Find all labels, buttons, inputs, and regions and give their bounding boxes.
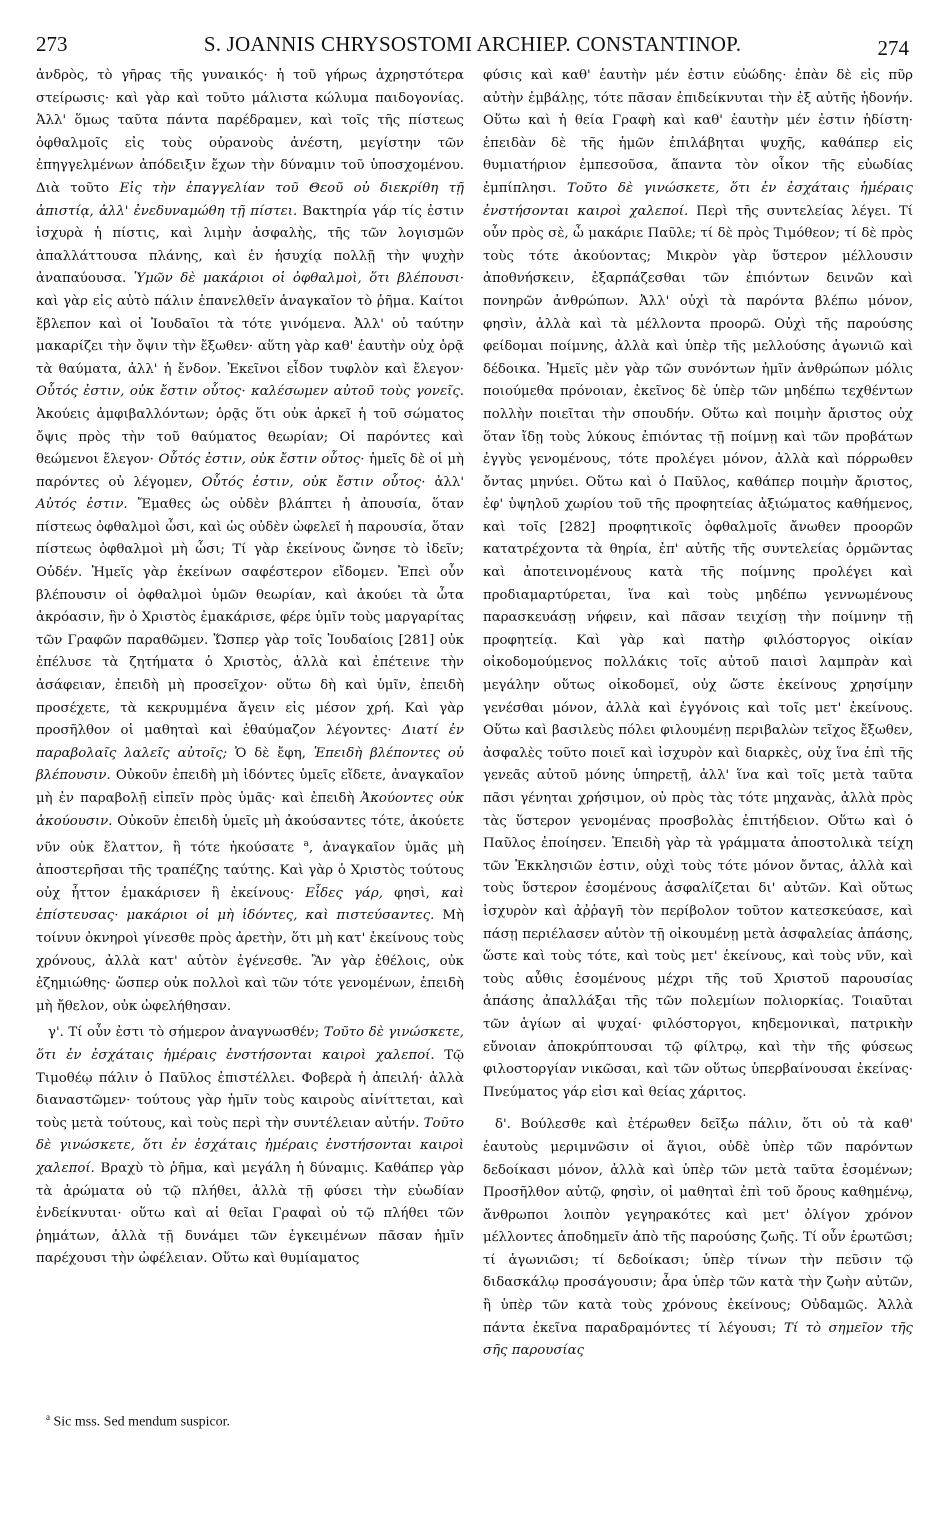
text-run: Περὶ τῆς συντελείας λέγει. Τί οὖν πρὸς σὲ, ὦ μακάριε Παῦλε; τί δὲ πρὸς Τιμόθεον; τί δὲ πρὸς τοὺς τότε ἀκούοντας; Μικρὸν γὰρ ὕστερον μέλλουσιν ἀποθνήσκειν, ἐξαρπάζεσθαι τῶν ἐπιόντων δεινῶν καὶ πονηρῶν ἀνθρώπων. Ἀλλ' οὐχὶ τὰ παρόντα βλέπω μόνον, φησὶν, ἀλλὰ καὶ τὰ μέλλοντα προορῶ. Οὐχὶ τῆς παρούσης φείδομαι ποίμνης, ἀλλὰ καὶ ὑπὲρ τῆς μελλούσης ἀγωνιῶ καὶ δέδοικα. Ἡμεῖς μὲν γὰρ τῶν συνόντων ἡμῖν ἀνθρώπων μόλις ποιούμεθα πρόνοιαν, ἐκεῖνος δὲ ὑπὲρ τῶν μηδέπω τεχθέντων πολλὴν ποιεῖται τὴν σπουδήν. Οὕτω καὶ ποιμὴν ἄριστος οὐχ ὅταν ἴδῃ τοὺς λύκους ἐπιόντας τῇ ποίμνῃ καὶ τῶν προβάτων ἐγγὺς γενομένους, τότε προλέγει μόνον, ἀλλὰ καὶ πόρρωθεν ὄντας μηνύει. Οὕτω καὶ ὁ Παῦλος, καθάπερ ποιμὴν ἄριστος, ἐφ' ὑψηλοῦ χωρίου τοῦ τῆς προφητείας ἀξιώματος καθήμενος, καὶ τοῖς [282] προφητικοῖς ὀφθαλμοῖς ἄνωθεν προορῶν κατατρέχοντα τὰ θηρία, ἐπ' αὐτῆς τῆς συντελείας ὁρμῶντας καὶ ἀποτεινομένους κατὰ τῆς ποίμνης προλέγει καὶ προδιαμαρτύρεται, ἵνα καὶ τοὺς μηδέπω γεννωμένους παρασκευάσῃ νήφειν, καὶ πᾶσαν τειχίσῃ τὴν ποίμνην τῇ προφητείᾳ. Καὶ γὰρ καὶ πατὴρ φιλόστοργος οἰκίαν οἰκοδομούμενος πολλάκις τοῖς αὐτοῦ παισὶ λαμπρὰν καὶ μεγάλην οὕτως οἰκοδομεῖ, οὐχ ὥστε ἐκείνους χρησίμην γενέσθαι μόνον, ἀλλὰ καὶ ἐγγόνοις καὶ τοῖς μετ' ἐκείνους. Οὕτω καὶ βασιλεὺς πόλει φιλουμένῃ περιβαλὼν τεῖχος ἔξωθεν, ἀσφαλὲς τοῦτο ποιεῖ καὶ ἰσχυρὸν καὶ διαρκὲς, οὐχ ἵνα ἐπὶ τῆς γενεᾶς αὐτοῦ μόνης ὑπηρετῇ, ἀλλ' ἵνα καὶ τοῖς μετὰ ταῦτα πᾶσι γένηται χρήσιμον, οὐ πρὸς τὰς τότε μηχανὰς, ἀλλὰ πρὸς τὰς ὕστερον γενομένας προσβολὰς ἐπιτήδειον. Οὕτω καὶ ὁ Παῦλος ἐποίησεν. Ἐπειδὴ γὰρ τὰ γράμματα ἀποστολικὰ τείχη τῶν Ἐκκλησιῶν ἐστιν, οὐχὶ τοὺς τότε μόνον ὄντας, ἀλλὰ καὶ τοὺς ὕστερον ἐσομένους ἀσφαλίζεται δι' αὐτῶν. Καὶ οὕτως ἰσχυρὸν καὶ ἀῤῥαγῆ τὸν περίβολον τοῦτον κατεσκεύασε, καὶ πάσῃ περιέλασεν αὐτὸν τῇ οἰκουμένῃ μετὰ ἀσφαλείας ἁπάσης, ὥστε καὶ τοὺς τότε, καὶ τοὺς μετ' ἐκείνους, καὶ τοὺς νῦν, καὶ τοὺς αὖθις ἐσομένους μέχρι τῆς τοῦ Χριστοῦ παρουσίας ἁπάσης ἀπαλλάξαι τῆς τῶν πολεμίων πολιορκίας. Τοιαῦται τῶν ἁγίων αἱ ψυχαί· φιλόστοργοι, κηδεμονικαὶ, πατρικὴν εὔνοιαν ἀποκρύπτουσαι τῷ φίλτρῳ, καὶ τὴν τῆς φύσεως φιλοστοργίαν νικῶσαι, καὶ τῶν οὕτως ὑπερβαίνουσαι ἐκείνας· Πνεύματος γάρ εἰσι καὶ θείας χάριτος.	[483, 203, 913, 1100]
left-paragraph-2	[36, 1022, 464, 1271]
scripture-quote: καὶ ἐπίστευσας· μακάριοι οἱ μὴ ἰδόντες, καὶ πιστεύσαντες.	[36, 885, 464, 924]
text-run: φύσις καὶ καθ' ἑαυτὴν μέν ἐστιν εὐώδης· ἐπὰν δὲ εἰς πῦρ αὐτὴν ἐμβάλῃς, τότε πᾶσαν ἐπιδείκνυται τὴν ἐξ αὐτῆς ἡδονήν. Οὕτω καὶ ἡ θεία Γραφὴ καὶ καθ' ἑαυτὴν μέν ἐστιν ἡδίστη· ἐπειδὰν δὲ τῆς ἡμῶν ἐπιλάβηται ψυχῆς, καθάπερ εἰς θυμιατήριον ἐμπεσοῦσα, ἅπαντα τὸν οἶκον τῆς εὐωδίας ἐμπίπλησι.	[483, 68, 913, 196]
scripture-quote: Τοῦτο δὲ γινώσκετε, ὅτι ἐν ἐσχάταις ἡμέραις ἐνστήσονται καιροὶ χαλεποί.	[483, 180, 914, 219]
text-run: γ'. Τί οὖν ἐστι τὸ σήμερον ἀναγνωσθέν;	[48, 1025, 324, 1041]
text-run: Μὴ τοίνυν ὀκνηροὶ γίνεσθε πρὸς ἀρετὴν, ὅτι μὴ κατ' ἐκείνους τοὺς χρόνους, ἀλλὰ κατ' αὐτὸν ἐγένεσθε. Ἂν γὰρ ἐθέλοις, οὐκ ἐζημιώθης· ὥσπερ οὐκ πολλοὶ καὶ τῶν τότε γενομένων, ἐπειδὴ μὴ ἤθελον, οὐκ ὠφελήθησαν.	[36, 908, 464, 1014]
scripture-quote: Οὗτός ἐστιν, οὐκ ἔστιν οὗτος·	[158, 452, 365, 468]
page-number-left: 273	[36, 32, 68, 56]
footnote-marker: a	[46, 1412, 50, 1422]
scripture-quote: Τοῦτο δὲ γινώσκετε, ὅτι ἐν ἐσχάταις ἡμέραις ἐνστήσονται καιροὶ χαλεποί.	[36, 1115, 464, 1176]
text-run: Οὐκοῦν ἐπειδὴ μὴ ἰδόντες ὑμεῖς εἴδετε, ἀναγκαῖον μὴ ἐν παραβολῇ εἰπεῖν πρὸς ὑμᾶς· καὶ ἐπειδὴ	[36, 768, 464, 806]
left-paragraph-1	[36, 65, 464, 1018]
text-run: ἡμεῖς δὲ οἱ μὴ παρόντες οὐ λέγομεν,	[36, 452, 464, 490]
scripture-quote: Οὗτός ἐστιν, οὐκ ἔστιν οὗτος·	[201, 474, 426, 490]
right-paragraph-1	[483, 65, 913, 1104]
right-paragraph-2	[483, 1114, 913, 1363]
scripture-quote: Οὗτός ἐστιν, οὐκ ἔστιν οὗτος· καλέσωμεν αὐτοῦ τοὺς γονεῖς.	[36, 384, 464, 400]
text-run: ἀνδρὸς, τὸ γῆρας τῆς γυναικός· ἡ τοῦ γήρως ἀχρηστότερα στείρωσις· καὶ γὰρ καὶ τοῦτο μάλιστα κώλυμα παιδογονίας. Ἀλλ' ὅμως ταῦτα πάντα παρέδραμεν, καὶ τοῖς τῆς πίστεως ὀφθαλμοῖς εἰς τοὺς οὐρανοὺς ἀνέστη, μεγίστην τῶν ἐπηγγελμένων ἀπόδειξιν ἔχων τὴν δύναμιν τοῦ ὑποσχομένου. Διὰ τοῦτο	[36, 68, 464, 196]
right-column	[483, 65, 913, 1363]
text-run: Ὁ δὲ ἔφη,	[227, 745, 314, 761]
text-run: , ἀναγκαῖον ὑμᾶς μὴ ἀποστερῆσαι τῆς τραπέζης ταύτης. Καὶ γὰρ ὁ Χριστὸς τούτους οὐχ ἧττον ἐμακάρισεν ἢ ἐκείνους·	[36, 840, 465, 901]
scripture-quote: Εἶδες γάρ,	[305, 885, 383, 901]
running-title: S. JOANNIS CHRYSOSTOMI ARCHIEP. CONSTANTINOP.	[203, 32, 742, 56]
text-run: Βακτηρία γάρ τίς ἐστιν ἰσχυρὰ ἡ πίστις, καὶ λιμὴν ἀσφαλὴς, τῆς τῶν λογισμῶν ἀπαλλάττουσα πλάνης, καὶ ἐν ἡσυχίᾳ πολλῇ τὴν ψυχὴν ἀναπαύουσα.	[36, 203, 464, 287]
page-number-right: 274	[877, 36, 909, 60]
footnote	[46, 1412, 230, 1431]
text-run: Τῷ Τιμοθέῳ πάλιν ὁ Παῦλος ἐπιστέλλει. Φοβερὰ ἡ ἀπειλή· ἀλλὰ διαναστῶμεν· τούτους γὰρ ἡμῖν τοὺς καιροὺς αἰνίττεται, καὶ τοὺς μετὰ τούτους, καὶ τοὺς περὶ τὴν συντέλειαν αὐτήν.	[36, 1047, 464, 1131]
text-run: Ἔμαθες ὡς οὐδὲν βλάπτει ἡ ἀπουσία, ὅταν πίστεως ὀφθαλμοὶ ὦσι, καὶ ὡς οὐδὲν ὠφελεῖ ἡ παρουσία, ὅταν πίστεως ὀφθαλμοὶ μὴ ὦσι; Τί γὰρ ἐκείνους ὤνησε τὸ ἰδεῖν; Οὐδέν. Ἡμεῖς γὰρ ἐκείνων σαφέστερον εἴδομεν. Ἐπεὶ οὖν βλέπουσιν οἱ ὀφθαλμοὶ ὑμῶν θεωρίαν, καὶ ἀκούει τὰ ὦτα ἀκρόασιν, ἣν ὁ Χριστὸς ἐμακάρισε, φέρε ὑμῖν τοὺς μαργαρίτας τῶν Γραφῶν παραθῶμεν. Ὥσπερ γὰρ τοῖς Ἰουδαίοις [281] οὐκ ἐπέλυσε τὰ ζητήματα ὁ Χριστὸς, ἀλλὰ καὶ ἐπέτεινε τὴν ἀσάφειαν, ἐπειδὴ μὴ προσεῖχον· οὕτω δὴ καὶ ὑμῖν, ἐπειδὴ προσέχετε, τὰ κεκρυμμένα ἄγειν εἰς μέσον χρή. Καὶ γὰρ προσῆλθον οἱ μαθηταὶ καὶ ἐθαύμαζον λέγοντες·	[36, 497, 464, 739]
page-header	[36, 32, 909, 58]
text-run: δ'. Βούλεσθε καὶ ἑτέρωθεν δεῖξω πάλιν, ὅτι οὐ τὰ καθ' ἑαυτοὺς μεριμνῶσιν οἱ ἅγιοι, οὐδὲ ὑπὲρ τῶν παρόντων δεδοίκασι μόνον, ἀλλὰ καὶ ὑπὲρ τῶν μετὰ ταῦτα ἐσομένων; Προσῆλθον αὐτῷ, φησὶν, οἱ μαθηταὶ ἐπὶ τοῦ ὄρους καθημένῳ, ἄνθρωποι λοιπὸν γεγηρακότες καὶ μετ' ὀλίγον χρόνον μέλλοντες ἀποδημεῖν ἀπὸ τῆς παρούσης ζωῆς. Τί οὖν ἐρωτῶσι; τί ἀγωνιῶσι; τί δεδοίκασι; ὑπὲρ τίνων τὴν πεῦσιν τῷ διδασκάλῳ προσάγουσιν; ἆρα ὑπὲρ τῶν κατὰ τὴν ζωὴν αὐτῶν, ἢ ὑπὲρ τῶν κατὰ τοὺς χρόνους ἐκείνους; Οὐδαμῶς. Ἀλλὰ πάντα ἐκεῖνα παραδραμόντες τί λέγουσι;	[483, 1117, 913, 1336]
footnote-ref: a	[303, 839, 309, 850]
text-run: Οὐκοῦν ἐπειδὴ ὑμεῖς μὴ ἀκούσαντες τότε, ἀκούετε νῦν οὐκ ἔλαττον, ἢ τότε ἠκούσατε	[36, 813, 464, 856]
text-run: καὶ γὰρ εἰς αὐτὸ πάλιν ἐπανελθεῖν ἀναγκαῖον τὸ ῥῆμα. Καίτοι ἔβλεπον καὶ οἱ Ἰουδαῖοι τὰ τότε γινόμενα. Ἀλλ' οὐ ταύτην μακαρίζει τὴν ὄψιν τὴν ἔξωθεν· αὕτη γὰρ καθ' ἑαυτὴν οὐχ ὁρᾷ τὰ θαύματα, ἀλλ' ἡ ἔνδον. Ἐκεῖνοι εἶδον τυφλὸν καὶ ἔλεγον·	[36, 293, 464, 377]
scripture-quote: Αὐτός ἐστιν.	[36, 497, 128, 513]
left-column	[36, 65, 464, 1271]
text-run: φησὶ,	[382, 885, 442, 901]
scripture-quote: Εἰς τὴν ἐπαγγελίαν τοῦ Θεοῦ οὐ διεκρίθη τῇ ἀπιστίᾳ, ἀλλ' ἐνεδυναμώθη τῇ πίστει.	[36, 180, 464, 219]
footnote-text: Sic mss. Sed mendum suspicor.	[50, 1414, 231, 1430]
scripture-quote: Τοῦτο δὲ γινώσκετε, ὅτι ἐν ἐσχάταις ἡμέραις ἐνστήσονται καιροὶ χαλεποί.	[36, 1025, 464, 1063]
text-run: Βραχὺ τὸ ῥῆμα, καὶ μεγάλη ἡ δύναμις. Καθάπερ γὰρ τὰ ἀρώματα οὐ τῷ πλήθει, ἀλλὰ τῇ φύσει τὴν εὐωδίαν ἐνδείκνυται· οὕτω καὶ αἱ θεῖαι Γραφαὶ οὐ τῷ πλήθει τῶν ῥημάτων, ἀλλὰ τῇ δυνάμει τῶν ἐγκειμένων πᾶσαν ἡμῖν παρέχουσι τὴν ὠφέλειαν. Οὕτω καὶ θυμίαματος	[36, 1160, 464, 1267]
scripture-quote: Ὑμῶν δὲ μακάριοι οἱ ὀφθαλμοὶ, ὅτι βλέπουσι·	[133, 271, 464, 287]
text-run: ἀλλ'	[425, 474, 465, 490]
scripture-quote: Τί τὸ σημεῖον τῆς σῆς παρουσίας	[483, 1320, 913, 1359]
scripture-quote: Ἀκούοντες οὐκ ἀκούουσιν.	[36, 791, 465, 829]
text-run: Ἀκούεις ἀμφιβαλλόντων; ὁρᾷς ὅτι οὐκ ἀρκεῖ ἡ τοῦ σώματος ὄψις πρὸς τὴν τοῦ θαύματος θεωρίαν; Οἱ παρόντες καὶ θεώμενοι ἔλεγον·	[36, 406, 464, 468]
scripture-quote: Ἐπειδὴ βλέποντες οὐ βλέπουσιν.	[36, 745, 464, 784]
scripture-quote: Διατί ἐν παραβολαῖς λαλεῖς αὐτοῖς;	[36, 723, 465, 761]
